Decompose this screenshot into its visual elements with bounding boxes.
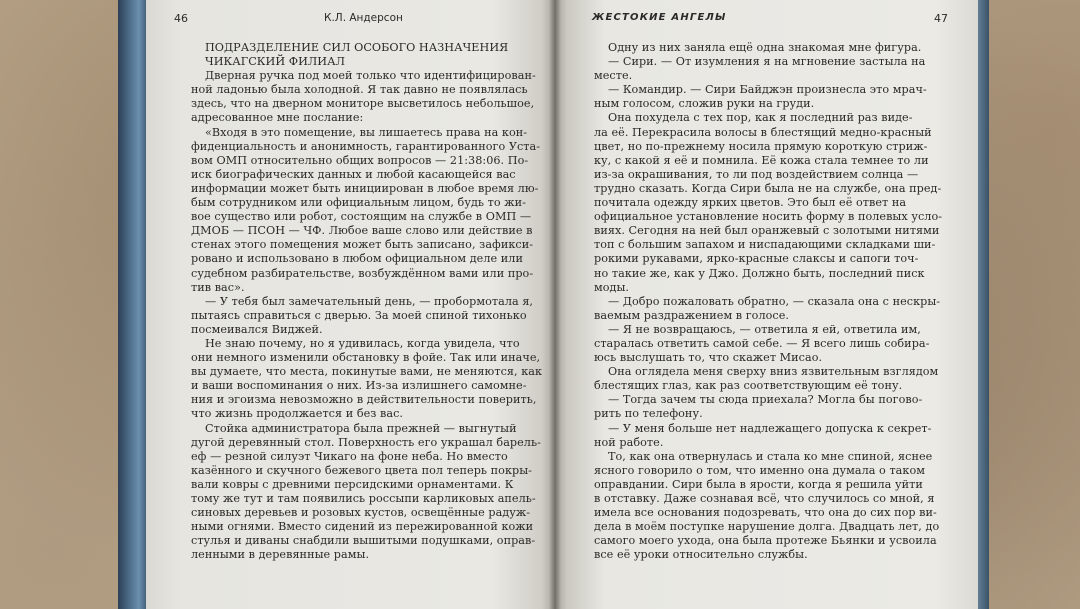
left-text-line: фиденциальность и анонимность, гарантированного Уста- xyxy=(191,139,541,153)
left-text-line: вали ковры с древними персидскими орнаментами. К xyxy=(191,477,514,491)
table-surface-left xyxy=(0,0,125,609)
right-text-line: из-за окрашивания, то ли под воздействием солнца — xyxy=(594,167,919,181)
right-text-line: топ с большим запахом и ниспадающими складками ши- xyxy=(594,238,936,252)
right-text-line: — Командир. — Сири Байджэн произнесла это мрач- xyxy=(608,83,927,97)
left-text-line: тому же тут и там появились россыпи карликовых апель- xyxy=(191,492,536,505)
left-text-line: «Входя в это помещение, вы лишаетесь права на кон- xyxy=(205,125,528,139)
right-text-line: оправдании. Сири была в ярости, когда я решила уйти xyxy=(594,477,923,491)
right-text-line: ным голосом, сложив руки на груди. xyxy=(594,97,815,111)
right-page xyxy=(554,0,978,609)
left-text-line: адресованное мне послание: xyxy=(191,111,364,125)
left-text-line: здесь, что на дверном мониторе высветилось небольшое, xyxy=(191,97,535,111)
right-text-line: трудно сказать. Когда Сири была не на службе, она пред- xyxy=(594,181,942,195)
right-text-line: почитала одежду ярких цветов. Это был её ответ на xyxy=(594,196,907,210)
right-text-line: — Я не возвращаюсь, — ответила я ей, ответила им, xyxy=(608,322,921,336)
left-page xyxy=(146,0,554,609)
right-text-line: все её уроки относительно службы. xyxy=(594,548,808,562)
left-text-line: бым сотрудником или официальным лицом, будь то жи- xyxy=(191,196,526,210)
left-text-line: тив вас». xyxy=(191,280,245,294)
right-text-line: месте. xyxy=(594,69,633,83)
right-text-line: официальное установление носить форму в полевых усло- xyxy=(594,210,943,224)
left-text-line: вое существо или робот, состоящим на службе в ОМП — xyxy=(191,210,532,224)
right-text-line: блестящих глаз, как раз соответствующим её тону. xyxy=(594,379,903,393)
left-text-line: информации может быть инициирован в любое время лю- xyxy=(191,181,539,195)
left-text-line: еф — резной силуэт Чикаго на фоне неба. Но вместо xyxy=(191,449,508,463)
left-text-line: и ваши воспоминания о них. Из-за излишнего самомне- xyxy=(191,379,527,393)
left-text-line: стулья и диваны снабдили вышитыми подушками, оправ- xyxy=(191,534,536,548)
right-text-line: имела все основания подозревать, что она до сих пор ви- xyxy=(594,506,937,520)
table-surface-right xyxy=(980,0,1080,609)
left-text-line: дугой деревянный стол. Поверхность его украшал барель- xyxy=(191,435,541,449)
left-text-line: — У тебя был замечательный день, — пробормотала я, xyxy=(205,294,534,308)
right-text-line: — Добро пожаловать обратно, — сказала она с нескры- xyxy=(608,294,941,308)
right-text-line: Она похудела с тех пор, как я последний раз виде- xyxy=(608,111,913,125)
left-text-line: ния и эгоизма невозможно в действительности поверить, xyxy=(191,393,537,407)
right-text-line: моды. xyxy=(594,280,630,294)
left-text-line: вы думаете, что места, покинутые вами, не меняются, как xyxy=(191,365,543,379)
right-text-line: Одну из них заняла ещё одна знакомая мне фигура. xyxy=(608,41,922,54)
right-text-line: дела в моём поступке нарушение долга. Двадцать лет, до xyxy=(594,520,940,534)
left-text-line: синовых деревьев и розовых кустов, освещённые радуж- xyxy=(191,506,531,520)
left-text-line: казённого и скучного бежевого цвета пол теперь покры- xyxy=(191,463,532,477)
left-text-line: иск биографических данных и любой касающейся вас xyxy=(191,167,516,181)
left-text-line: Не знаю почему, но я удивилась, когда увидела, что xyxy=(205,336,520,350)
right-text-line: виях. Сегодня на ней был оранжевый с золотыми нитями xyxy=(594,224,940,238)
left-text-line: пытаясь справиться с дверью. За моей спиной тихонько xyxy=(191,308,527,322)
right-text-line: самого моего ухода, она была протеже Бьянки и усвоила xyxy=(594,534,937,548)
left-text-line: ЧИКАГСКИЙ ФИЛИАЛ xyxy=(205,55,345,69)
left-text-line: судебном разбирательстве, возбуждённом вами или про- xyxy=(191,266,534,280)
right-text-line: юсь выслушать то, что скажет Мисао. xyxy=(594,351,823,365)
left-text-line: Дверная ручка под моей только что идентифицирован- xyxy=(205,69,536,83)
right-text-line: ваемым раздражением в голосе. xyxy=(594,308,789,322)
left-text-line: ровано и использовано в любом официальном деле или xyxy=(191,252,523,266)
left-text-line: ными огнями. Вместо сидений из пережированной кожи xyxy=(191,520,534,534)
book-gutter xyxy=(549,0,561,609)
left-running-head: К.Л. Андерсон xyxy=(324,12,403,24)
right-text-line: рокими рукавами, ярко-красные слаксы и сапоги точ- xyxy=(594,252,919,266)
right-text-line: Она оглядела меня сверху вниз язвительным взглядом xyxy=(608,365,939,379)
right-text-line: — Сири. — От изумления я на мгновение застыла на xyxy=(608,55,926,69)
left-page-body xyxy=(191,41,542,562)
right-text-line: но такие же, как у Джо. Должно быть, последний писк xyxy=(594,266,925,280)
right-text-line: в отставку. Даже сознавая всё, что случилось со мной, я xyxy=(594,492,935,505)
right-text-line: рить по телефону. xyxy=(594,407,703,421)
right-text-line: То, как она отвернулась и стала ко мне спиной, яснее xyxy=(608,449,933,463)
right-text-line: цвет, но по-прежнему носила прямую короткую стриж- xyxy=(594,139,928,153)
right-page-number: 47 xyxy=(934,12,948,25)
right-text-line: ясного говорило о том, что именно она думала о таком xyxy=(594,463,925,477)
left-text-line: они немного изменили обстановку в фойе. Так или иначе, xyxy=(191,351,541,365)
left-text-line: посмеивался Виджей. xyxy=(191,322,323,336)
right-text-line: ку, с какой я её и помнила. Её кожа стала темнее то ли xyxy=(594,153,929,167)
right-text-line: — У меня больше нет надлежащего допуска к секрет- xyxy=(608,421,932,435)
right-text-line: ла её. Перекрасила волосы в блестящий медно-красный xyxy=(594,125,932,139)
left-page-number: 46 xyxy=(174,12,188,25)
right-page-body xyxy=(594,41,942,562)
right-text-line: ной работе. xyxy=(594,435,664,449)
left-text-line: ПОДРАЗДЕЛЕНИЕ СИЛ ОСОБОГО НАЗНАЧЕНИЯ xyxy=(205,41,509,54)
right-running-head: ЖЕСТОКИЕ АНГЕЛЫ xyxy=(592,12,727,23)
left-text-line: ДМОБ — ПСОН — ЧФ. Любое ваше слово или действие в xyxy=(191,224,533,238)
left-text-line: стенах этого помещения может быть записано, зафикси- xyxy=(191,238,534,252)
book-cover-left-edge xyxy=(118,0,148,609)
left-text-line: вом ОМП относительно общих вопросов — 21:38:06. По- xyxy=(191,153,529,167)
left-text-line: ной ладонью была холодной. Я так давно не появлялась xyxy=(191,83,528,97)
left-text-line: что жизнь продолжается и без вас. xyxy=(191,407,404,421)
right-text-line: — Тогда зачем ты сюда приехала? Могла бы погово- xyxy=(608,393,923,407)
left-text-line: Стойка администратора была прежней — выгнутый xyxy=(205,421,517,435)
right-text-line: старалась ответить самой себе. — Я всего лишь собира- xyxy=(594,336,930,350)
left-text-line: ленными в деревянные рамы. xyxy=(191,548,370,562)
